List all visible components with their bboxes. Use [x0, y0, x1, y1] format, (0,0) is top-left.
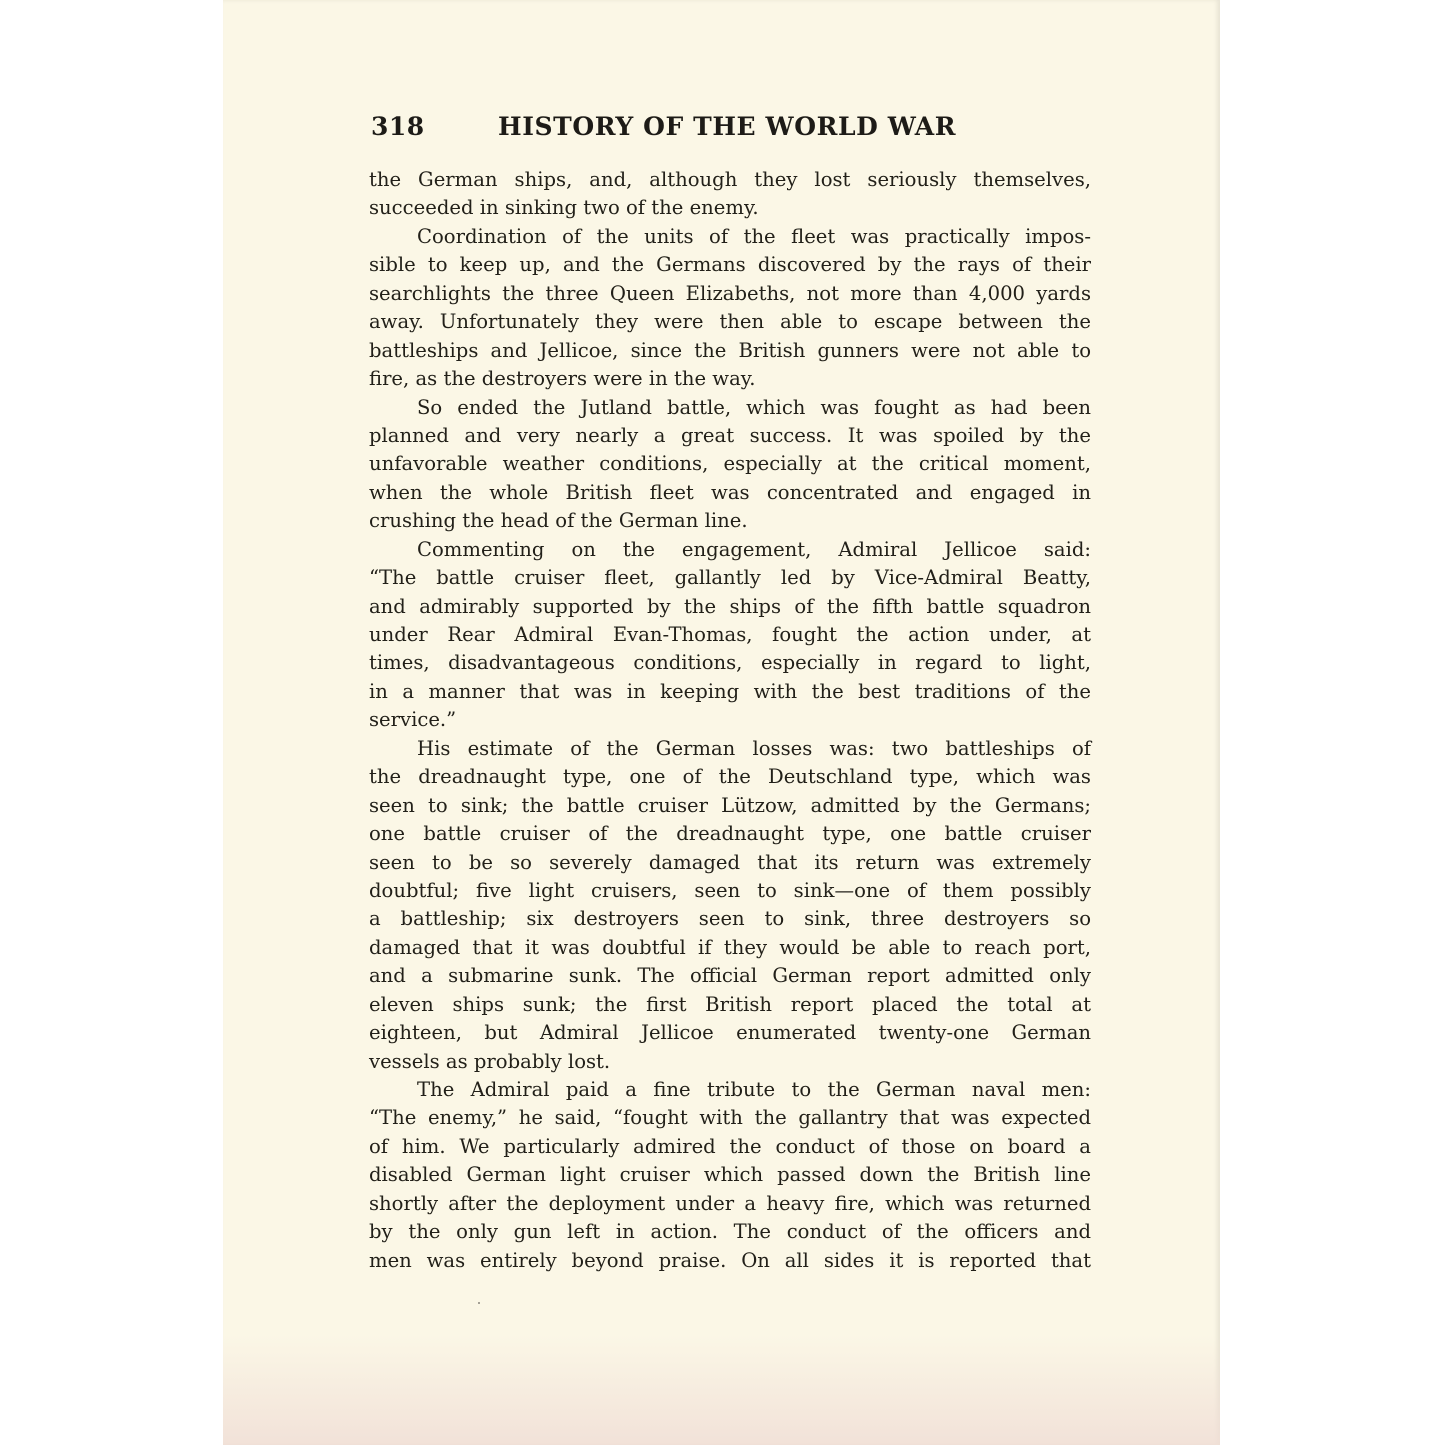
paragraph-first-line: So ended the Jutland battle, which was fought as had been — [417, 395, 1091, 419]
text-line: under Rear Admiral Evan-Thomas, fought the action under, at — [369, 623, 1091, 646]
text-line: times, disadvantageous conditions, especially in regard to light, — [369, 651, 1091, 675]
text-line: service.” — [369, 708, 457, 732]
paragraph-first-line: The Admiral paid a fine tribute to the German naval men: — [417, 1078, 1091, 1101]
page-number: 318 — [371, 112, 425, 141]
ink-speck — [478, 1302, 480, 1304]
text-line: and a submarine sunk. The official German report admitted only — [369, 964, 1091, 988]
text-line: of him. We particularly admired the conduct of those on board a — [369, 1134, 1091, 1158]
page-discoloration — [223, 1335, 1220, 1445]
text-line: the dreadnaught type, one of the Deutschland type, which was — [369, 765, 1091, 789]
text-line: shortly after the deployment under a heavy fire, which was returned — [369, 1191, 1091, 1215]
text-line: battleships and Jellicoe, since the British gunners were not able to — [369, 338, 1091, 362]
paragraph-first-line: His estimate of the German losses was: two battleships of — [417, 736, 1091, 760]
running-title: HISTORY OF THE WORLD WAR — [498, 112, 957, 141]
text-line: in a manner that was in keeping with the best traditions of the — [369, 679, 1091, 703]
paragraph-first-line: Coordination of the units of the fleet was practically impos- — [417, 224, 1091, 248]
text-line: crushing the head of the German line. — [369, 509, 748, 533]
text-line: unfavorable weather conditions, especially at the critical moment, — [369, 452, 1091, 476]
text-line: the German ships, and, although they lost seriously themselves, — [369, 168, 1091, 191]
text-line: by the only gun left in action. The conduct of the officers and — [369, 1220, 1091, 1244]
text-line: one battle cruiser of the dreadnaught type, one battle cruiser — [369, 822, 1091, 846]
text-line: and admirably supported by the ships of the fifth battle squadron — [369, 594, 1091, 618]
text-line: seen to be so severely damaged that its return was extremely — [369, 850, 1091, 874]
text-line: doubtful; five light cruisers, seen to sink—one of them possibly — [369, 878, 1091, 902]
text-line: away. Unfortunately they were then able to escape between the — [369, 310, 1091, 334]
paragraph-first-line: Commenting on the engagement, Admiral Jellicoe said: — [417, 537, 1091, 561]
text-line: vessels as probably lost. — [369, 1049, 611, 1073]
text-line: men was entirely beyond praise. On all sides it is reported that — [369, 1248, 1091, 1272]
text-line: eighteen, but Admiral Jellicoe enumerated twenty-one German — [369, 1021, 1091, 1045]
body-text — [369, 166, 1091, 1275]
text-line: planned and very nearly a great success. It was spoiled by the — [369, 423, 1091, 447]
text-line: “The battle cruiser fleet, gallantly led by Vice-Admiral Beatty, — [369, 566, 1091, 590]
text-line: seen to sink; the battle cruiser Lützow, admitted by the Germans; — [369, 793, 1091, 817]
text-line: a battleship; six destroyers seen to sink, three destroyers so — [369, 907, 1091, 931]
text-line: searchlights the three Queen Elizabeths, not more than 4,000 yards — [369, 281, 1091, 305]
text-line: damaged that it was doubtful if they would be able to reach port, — [369, 935, 1091, 959]
text-line: disabled German light cruiser which passed down the British line — [369, 1163, 1091, 1187]
running-head — [371, 106, 1086, 146]
text-line: succeeded in sinking two of the enemy. — [369, 196, 759, 220]
text-line: fire, as the destroyers were in the way. — [369, 367, 756, 391]
text-line: when the whole British fleet was concentrated and engaged in — [369, 480, 1091, 504]
text-line: eleven ships sunk; the first British report placed the total at — [369, 992, 1091, 1016]
text-line: “The enemy,” he said, “fought with the gallantry that was expected — [369, 1106, 1091, 1130]
text-line: sible to keep up, and the Germans discovered by the rays of their — [369, 253, 1091, 277]
